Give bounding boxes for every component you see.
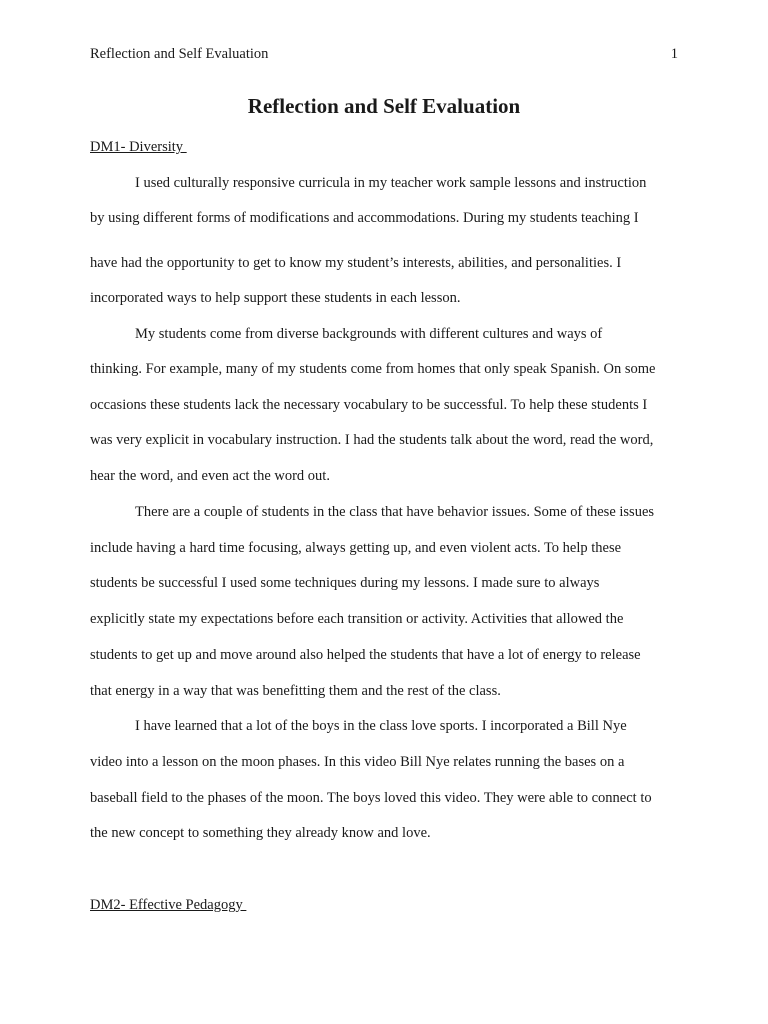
paragraph-line: baseball field to the phases of the moon. The boys loved this video. They were able to connect to [90, 790, 652, 806]
paragraph-line: that energy in a way that was benefitting them and the rest of the class. [90, 683, 501, 699]
paragraph-line: There are a couple of students in the class that have behavior issues. Some of these issues [135, 504, 655, 520]
section-heading-dm2: DM2- Effective Pedagogy [90, 897, 247, 913]
paragraph-line: explicitly state my expectations before each transition or activity. Activities that allowed the [90, 611, 624, 627]
paragraph-line: was very explicit in vocabulary instruction. I had the students talk about the word, read the word, [90, 432, 654, 448]
running-header [90, 46, 678, 66]
paragraph-line: students be successful I used some techniques during my lessons. I made sure to always [90, 575, 600, 591]
paragraph-line: the new concept to something they already know and love. [90, 825, 431, 841]
paragraph-line: have had the opportunity to get to know my student’s interests, abilities, and personalities. I [90, 255, 622, 271]
paragraph-line: students to get up and move around also helped the students that have a lot of energy to release [90, 647, 641, 663]
paragraph-line: by using different forms of modifications and accommodations. During my students teaching I [90, 210, 639, 226]
section-heading-dm1: DM1- Diversity [90, 139, 187, 155]
paragraph-line: occasions these students lack the necessary vocabulary to be successful. To help these students I [90, 397, 648, 413]
paragraph-line: thinking. For example, many of my students come from homes that only speak Spanish. On some [90, 361, 656, 377]
paragraph-line: video into a lesson on the moon phases. In this video Bill Nye relates running the bases on a [90, 754, 625, 770]
paragraph-line: include having a hard time focusing, always getting up, and even violent acts. To help these [90, 540, 622, 556]
document-title: Reflection and Self Evaluation [247, 94, 521, 118]
paragraph-line: My students come from diverse backgrounds with different cultures and ways of [135, 326, 603, 342]
paragraph-line: incorporated ways to help support these students in each lesson. [90, 290, 461, 306]
paragraph-line: I used culturally responsive curricula in my teacher work sample lessons and instruction [135, 175, 647, 191]
running-header-title: Reflection and Self Evaluation [90, 46, 269, 62]
paragraph-line: I have learned that a lot of the boys in the class love sports. I incorporated a Bill Nye [135, 718, 627, 734]
page-number: 1 [670, 46, 678, 62]
paragraph-line: hear the word, and even act the word out. [90, 468, 330, 484]
